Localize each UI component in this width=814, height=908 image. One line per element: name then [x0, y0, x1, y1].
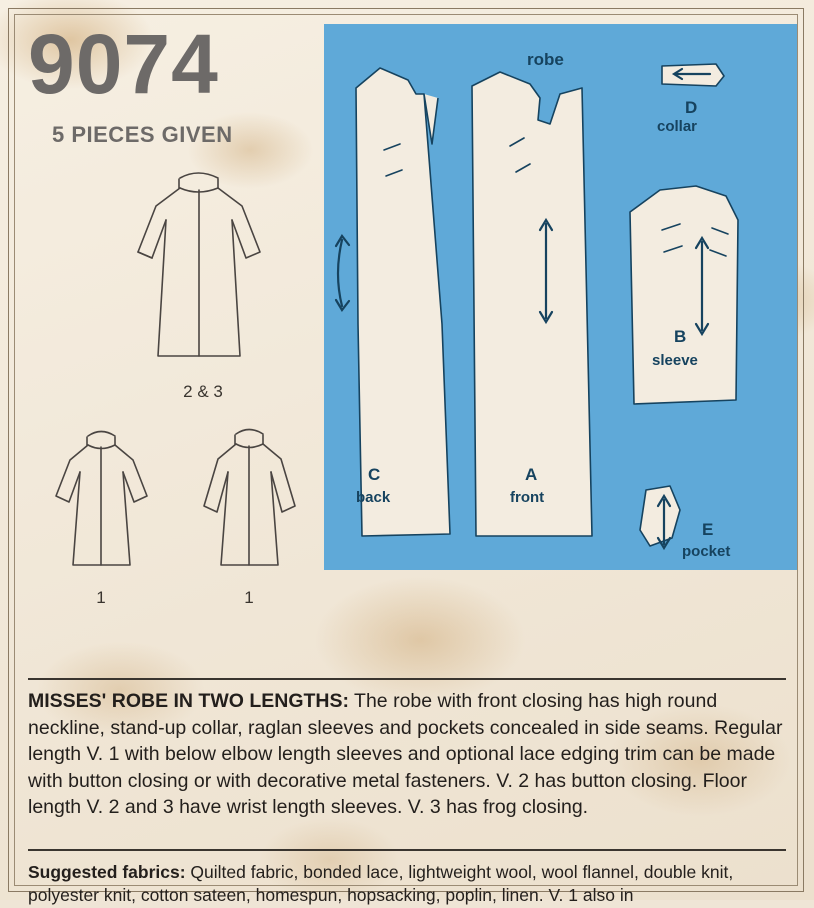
- short-robe-left-caption: 1: [96, 588, 106, 607]
- panel-title-robe: robe: [527, 50, 564, 69]
- piece-label-collar: collar: [657, 118, 698, 135]
- divider-top: [28, 678, 786, 680]
- pattern-pieces-diagram: [324, 24, 797, 570]
- description-body: The robe with front closing has high round neckline, stand-up collar, raglan sleeves and pockets concealed in side seams. Regular length V. 1 with below elbow length sleeves and optional lace edging trim can be made with button closing or with decorative metal fasteners. V. 2 has button closing. Floor length V. 2 and 3 have wrist length sleeves. V. 3 has frog closing.: [28, 690, 783, 819]
- short-robe-left-sketch: [36, 420, 166, 585]
- fabrics-paragraph: [28, 861, 788, 908]
- pieces-given-label: 5 PIECES GIVEN: [52, 122, 233, 147]
- piece-letter-a: A: [525, 465, 538, 484]
- piece-label-pocket: pocket: [682, 543, 731, 560]
- divider-bottom: [28, 849, 786, 851]
- description-heading: MISSES' ROBE IN TWO LENGTHS:: [28, 690, 349, 712]
- piece-letter-b: B: [674, 327, 687, 346]
- pattern-piece-panel: [324, 24, 797, 570]
- piece-label-sleeve: sleeve: [652, 352, 698, 369]
- long-robe-caption: 2 & 3: [183, 382, 223, 401]
- pattern-number: 9074: [28, 17, 219, 111]
- piece-label-front: front: [510, 489, 545, 506]
- short-robe-right-sketch: [184, 420, 314, 585]
- fabrics-heading: Suggested fabrics:: [28, 862, 186, 882]
- piece-letter-c: C: [368, 465, 381, 484]
- description-paragraph: [28, 688, 788, 821]
- long-robe-sketch: [108, 160, 298, 375]
- piece-letter-d: D: [685, 98, 698, 117]
- short-robe-right-caption: 1: [244, 588, 254, 607]
- fabrics-body: Quilted fabric, bonded lace, lightweight wool, wool flannel, double knit, polyester knit, cotton sateen, homespun, hopsacking, poplin, linen. V. 1 also in: [28, 862, 734, 906]
- piece-letter-e: E: [702, 520, 714, 539]
- piece-label-back: back: [356, 489, 391, 506]
